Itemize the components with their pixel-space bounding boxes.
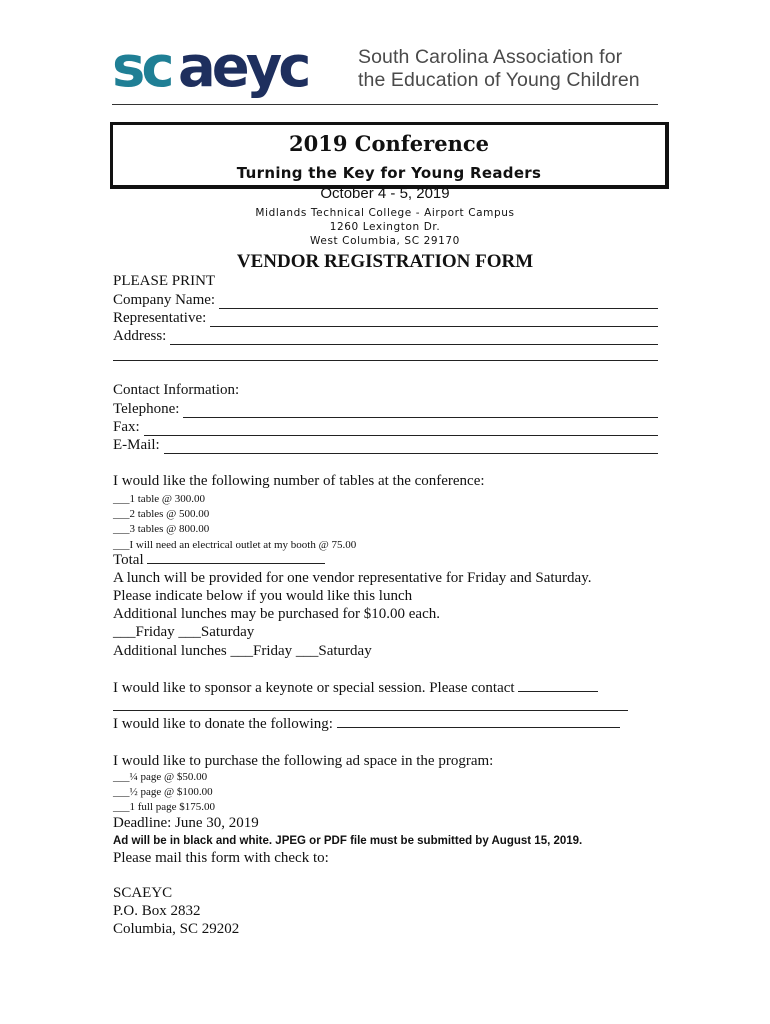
ad-deadline: Deadline: June 30, 2019 [113,815,259,831]
org-name-line2: the Education of Young Children [358,69,640,91]
please-print-note: PLEASE PRINT [113,273,216,289]
mailing-po-box: P.O. Box 2832 [113,903,201,919]
donate-label: I would like to donate the following: [113,716,333,732]
ads-intro: I would like to purchase the following ad space in the program: [113,753,494,769]
email-label: E-Mail: [113,437,160,453]
donate-field[interactable] [113,716,620,733]
header-divider [112,104,658,105]
address-label: Address: [113,328,167,344]
mail-instruction: Please mail this form with check to: [113,850,329,866]
address-second-line[interactable] [113,360,658,361]
sponsor-field[interactable] [113,680,598,697]
mailing-city: Columbia, SC 29202 [113,921,240,937]
electrical-outlet-option[interactable]: ___I will need an electrical outlet at my booth @ 75.00 [113,539,357,551]
ad-option-half[interactable]: ___½ page @ $100.00 [113,786,213,798]
total-label: Total [113,552,144,568]
conference-theme: Turning the Key for Young Readers [236,164,542,182]
address-blank[interactable] [170,330,658,345]
org-name-line1: South Carolina Association for [358,46,623,68]
address-field[interactable] [113,327,658,345]
telephone-field[interactable] [113,400,658,418]
email-field[interactable] [113,436,658,454]
sponsor-contact-blank[interactable] [518,681,598,692]
table-option-1[interactable]: ___1 table @ 300.00 [113,493,206,505]
company-name-blank[interactable] [219,294,658,309]
lunch-info: A lunch will be provided for one vendor representative for Friday and Saturday. [113,570,592,586]
contact-info-heading: Contact Information: [113,382,240,398]
fax-label: Fax: [113,419,140,435]
donate-blank[interactable] [337,717,620,728]
email-blank[interactable] [164,439,658,454]
conference-title: 2019 Conference [289,131,489,156]
fax-blank[interactable] [144,421,658,436]
representative-blank[interactable] [210,312,658,327]
org-name [358,46,640,92]
venue-name: Midlands Technical College - Airport Campus [255,207,515,219]
telephone-label: Telephone: [113,401,180,417]
telephone-blank[interactable] [183,403,658,418]
total-blank[interactable] [147,553,325,564]
table-option-2[interactable]: ___2 tables @ 500.00 [113,508,210,520]
form-title: VENDOR REGISTRATION FORM [236,251,534,272]
ad-option-quarter[interactable]: ___¼ page @ $50.00 [113,771,208,783]
representative-field[interactable] [113,309,658,327]
ad-format-note: Ad will be in black and white. JPEG or PDF file must be submitted by August 15, 2019. [113,835,583,847]
logo-wordmark-aeyc: aeyc [178,40,308,100]
company-name-field[interactable] [113,291,658,309]
lunch-additional-price: Additional lunches may be purchased for $10.00 each. [113,606,440,622]
conference-title-box [110,122,669,189]
sponsor-label: I would like to sponsor a keynote or special session. Please contact [113,680,515,696]
lunch-indicate: Please indicate below if you would like this lunch [113,588,413,604]
logo-wordmark-sc: sc [112,40,171,100]
venue-street: 1260 Lexington Dr. [329,221,441,233]
table-option-3[interactable]: ___3 tables @ 800.00 [113,523,210,535]
conference-dates: October 4 - 5, 2019 [320,185,450,202]
additional-lunch-options[interactable]: Additional lunches ___Friday ___Saturday [113,643,372,659]
representative-label: Representative: [113,310,207,326]
venue-city: West Columbia, SC 29170 [310,235,460,247]
fax-field[interactable] [113,418,658,436]
total-field[interactable] [113,552,325,569]
company-name-label: Company Name: [113,292,216,308]
lunch-day-options[interactable]: ___Friday ___Saturday [113,624,255,640]
sponsor-second-line[interactable] [113,710,628,711]
ad-option-full[interactable]: ___1 full page $175.00 [113,801,216,813]
tables-intro: I would like the following number of tables at the conference: [113,473,485,489]
mailing-name: SCAEYC [113,885,173,901]
